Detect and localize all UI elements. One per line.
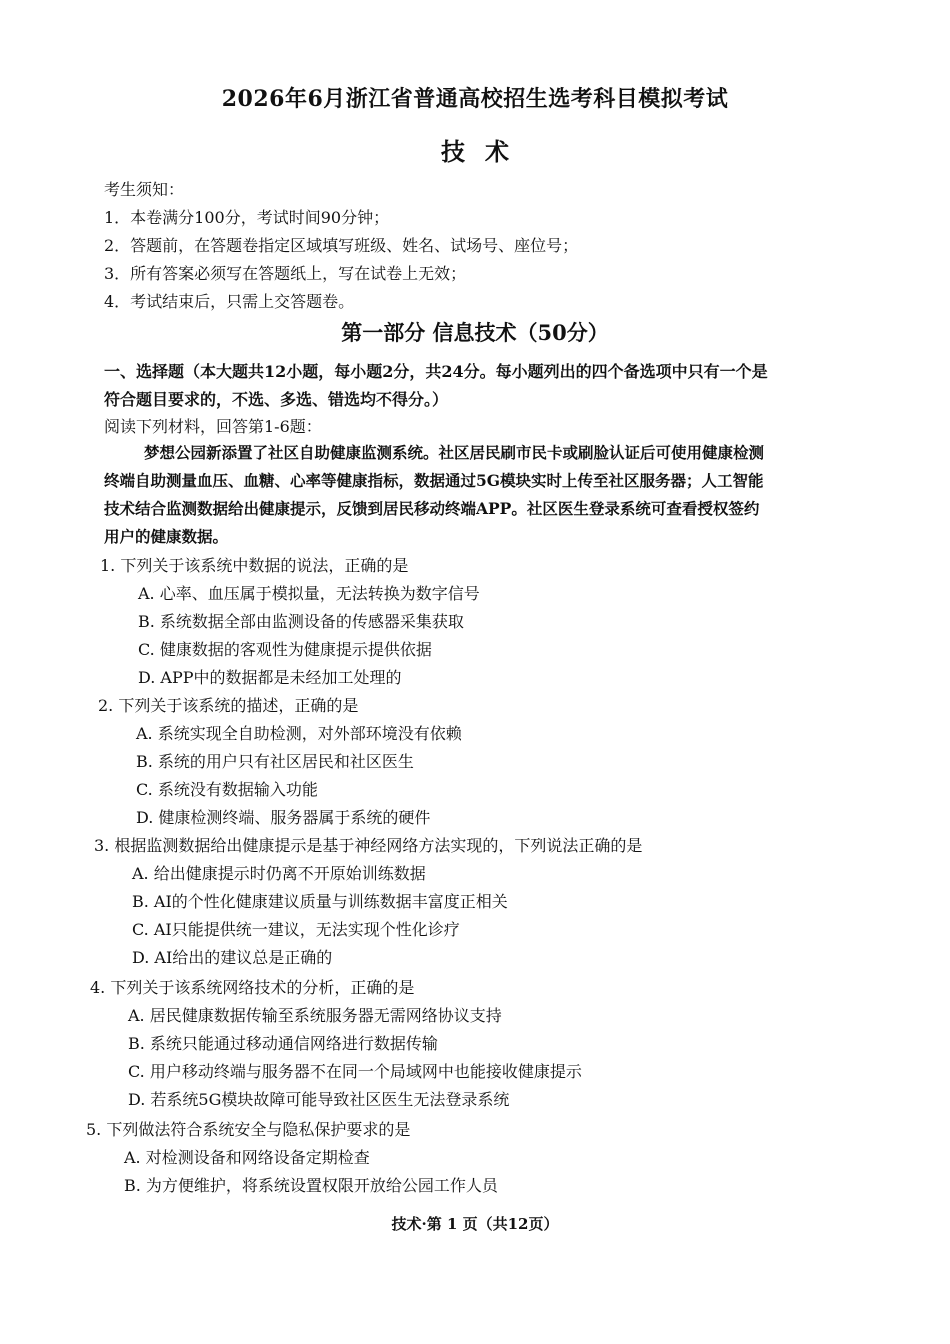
question-2 — [98, 692, 462, 832]
question-1 — [100, 552, 480, 692]
question-5 — [86, 1116, 498, 1200]
question-option: A. 心率、血压属于模拟量，无法转换为数字信号 — [138, 584, 480, 603]
material-line: 技术结合监测数据给出健康提示，反馈到居民移动终端APP。社区医生登录系统可查看授权签约 — [104, 499, 760, 518]
question-stem: 1. 下列关于该系统中数据的说法，正确的是 — [100, 556, 409, 575]
question-option: A. 系统实现全自助检测，对外部环境没有依赖 — [136, 724, 462, 743]
question-option: B. 系统数据全部由监测设备的传感器采集获取 — [138, 612, 464, 631]
question-stem: 2. 下列关于该系统的描述，正确的是 — [98, 696, 359, 715]
exam-title: 2026年6月浙江省普通高校招生选考科目模拟考试 — [221, 86, 729, 112]
question-option: B. AI的个性化健康建议质量与训练数据丰富度正相关 — [132, 892, 508, 911]
candidate-notice — [104, 176, 578, 316]
question-option: C. 健康数据的客观性为健康提示提供依据 — [138, 640, 432, 659]
question-option: B. 系统只能通过移动通信网络进行数据传输 — [128, 1034, 438, 1053]
question-option: A. 居民健康数据传输至系统服务器无需网络协议支持 — [128, 1006, 502, 1025]
section-heading-line: 符合题目要求的，不选、多选、错选均不得分。） — [104, 390, 449, 409]
question-4 — [90, 974, 582, 1114]
question-option: A. 对检测设备和网络设备定期检查 — [124, 1148, 370, 1167]
reading-intro: 阅读下列材料，回答第1-6题： — [104, 417, 322, 436]
material-line: 梦想公园新添置了社区自助健康监测系统。社区居民刷市民卡或刷脸认证后可使用健康检测 — [144, 443, 765, 462]
question-3 — [94, 832, 642, 972]
page-footer: 技术·第 1 页（共12页） — [391, 1215, 559, 1233]
question-stem: 3. 根据监测数据给出健康提示是基于神经网络方法实现的，下列说法正确的是 — [94, 836, 643, 855]
question-option: D. APP中的数据都是未经加工处理的 — [138, 668, 402, 687]
material-line: 用户的健康数据。 — [104, 527, 229, 546]
question-stem: 4. 下列关于该系统网络技术的分析，正确的是 — [90, 978, 415, 997]
notice-item: 2．答题前，在答题卷指定区域填写班级、姓名、试场号、座位号； — [104, 236, 579, 255]
section-heading — [104, 358, 904, 414]
question-option: B. 为方便维护，将系统设置权限开放给公园工作人员 — [124, 1176, 498, 1195]
question-option: D. AI给出的建议总是正确的 — [132, 948, 333, 967]
notice-item: 3．所有答案必须写在答题纸上，写在试卷上无效； — [104, 264, 467, 283]
question-option: D. 若系统5G模块故障可能导致社区医生无法登录系统 — [128, 1090, 510, 1109]
question-option: C. AI只能提供统一建议，无法实现个性化诊疗 — [132, 920, 460, 939]
notice-item: 1．本卷满分100分，考试时间90分钟； — [104, 208, 390, 227]
material-line: 终端自助测量血压、血糖、心率等健康指标，数据通过5G模块实时上传至社区服务器；人工智能 — [104, 471, 764, 490]
question-option: D. 健康检测终端、服务器属于系统的硬件 — [136, 808, 431, 827]
question-stem: 5. 下列做法符合系统安全与隐私保护要求的是 — [86, 1120, 411, 1139]
question-option: C. 用户移动终端与服务器不在同一个局域网中也能接收健康提示 — [128, 1062, 582, 1081]
question-option: C. 系统没有数据输入功能 — [136, 780, 318, 799]
question-option: B. 系统的用户只有社区居民和社区医生 — [136, 752, 414, 771]
section-heading-line: 一、选择题（本大题共12小题，每小题2分，共24分。每小题列出的四个备选项中只有一个是 — [104, 362, 768, 381]
question-option: A. 给出健康提示时仍离不开原始训练数据 — [132, 864, 426, 883]
notice-item: 4．考试结束后，只需上交答题卷。 — [104, 292, 355, 311]
notice-heading: 考生须知： — [104, 180, 185, 199]
part-title: 第一部分 信息技术（50分） — [341, 320, 609, 345]
subject-title: 技术 — [441, 137, 529, 166]
reading-material — [104, 439, 904, 551]
